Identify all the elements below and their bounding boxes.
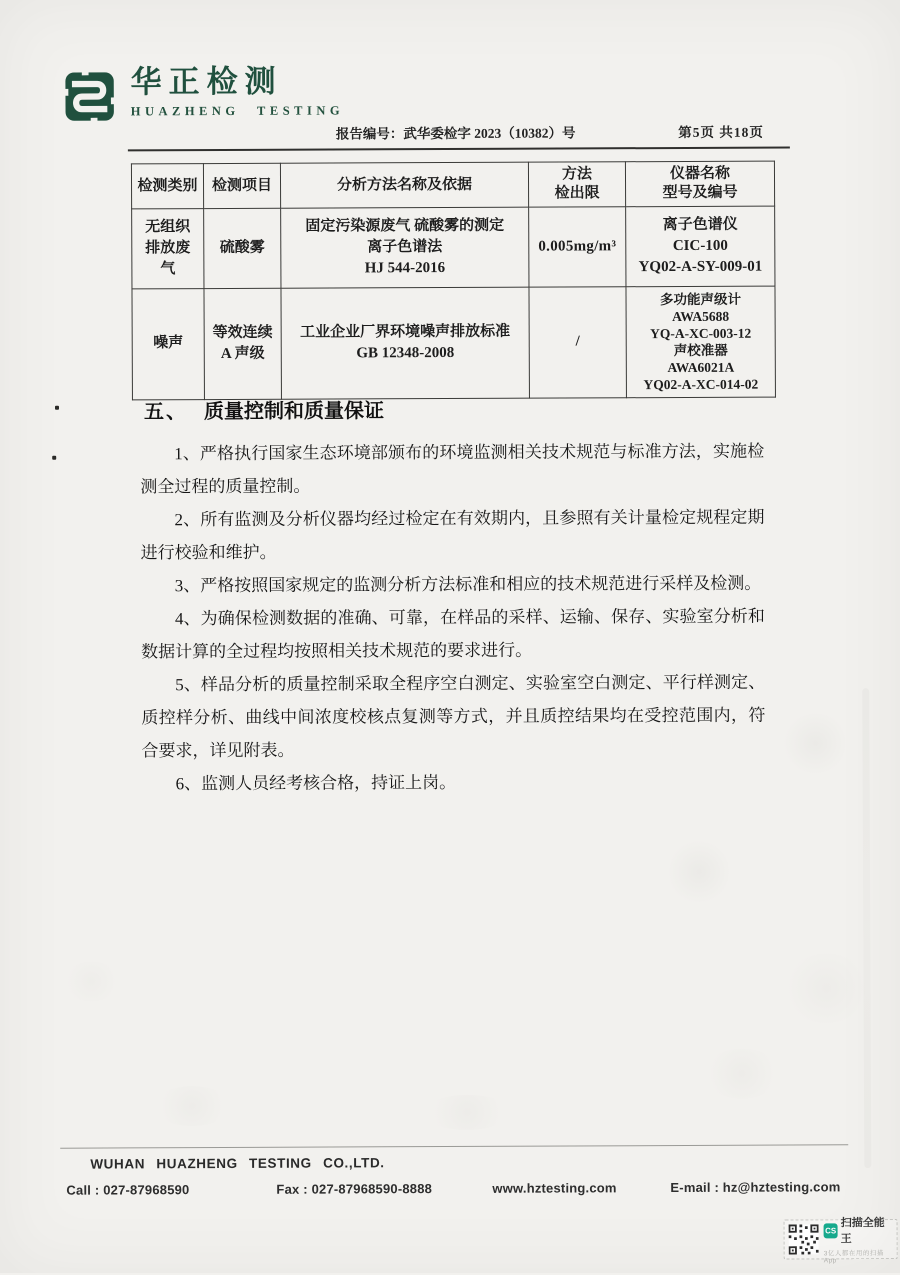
- cell-limit: /: [529, 287, 626, 398]
- scan-smudge: [781, 953, 871, 1023]
- footer-company-name: WUHAN HUAZHENG TESTING CO.,LTD.: [90, 1155, 385, 1172]
- report-number: 报告编号：武华委检字 2023（10382）号: [335, 125, 576, 142]
- paragraph-2: 2、所有监测及分析仪器均经过检定在有效期内，且参照有关计量检定规程定期进行校验和维护。: [140, 507, 765, 563]
- paragraph-1: 1、严格执行国家生态环境部颁布的环境监测相关技术规范与标准方法，实施检测全过程的质量控制。: [140, 441, 765, 497]
- paragraph-3: 3、严格按照国家规定的监测分析方法标准和相应的技术规范进行采样及检测。: [174, 573, 762, 596]
- logo-name-cn: 华正检测: [130, 63, 283, 100]
- cell-method: 工业企业厂界环境噪声排放标准 GB 12348-2008: [281, 287, 529, 399]
- analysis-method-table: [131, 161, 776, 401]
- scan-smudge: [61, 961, 121, 1001]
- scan-smudge: [780, 713, 850, 773]
- footer-phone: Call : 027-87968590: [66, 1182, 190, 1198]
- watermark-title: 扫描全能王: [840, 1217, 885, 1246]
- section-quality-control: [140, 393, 766, 801]
- table-row: [132, 286, 775, 400]
- page-footer: [60, 1144, 848, 1208]
- paragraph-5: 5、样品分析的质量控制采取全程序空白测定、实验室空白测定、平行样测定、质控样分析、曲线中间浓度校核点复测等方式，并且质控结果均在受控范围内，符合要求，详见附表。: [141, 672, 766, 761]
- scan-smudge: [422, 1095, 512, 1130]
- table-row: [132, 206, 775, 289]
- footer-fax: Fax : 027-87968590-8888: [276, 1181, 433, 1197]
- col-header-item: 检测项目: [203, 163, 280, 208]
- cell-instrument: 多功能声级计 AWA5688 YQ-A-XC-003-12 声校准器 AWA6021A YQ02-A-XC-014-02: [626, 286, 775, 398]
- section-title-text: 质量控制和质量保证: [203, 400, 385, 424]
- col-header-category: 检测类别: [131, 164, 203, 209]
- scan-smudge: [702, 1049, 782, 1099]
- watermark-subtitle: 3亿人都在用的扫描App: [823, 1250, 884, 1265]
- section-number: 五、: [143, 401, 189, 424]
- camscanner-watermark: [784, 1217, 898, 1265]
- scan-speck: [55, 406, 59, 410]
- scan-smudge: [152, 1086, 232, 1126]
- camscanner-cs-icon: CS: [824, 1223, 838, 1238]
- paragraph-4: 4、为确保检测数据的准确、可靠，在样品的采样、运输、保存、实验室分析和数据计算的全过程均按照相关技术规范的要求进行。: [141, 606, 765, 662]
- cell-instrument: 离子色谱仪 CIC-100 YQ02-A-SY-009-01: [626, 206, 775, 287]
- scan-edge-streak: [862, 688, 871, 1168]
- logo-name-en: HUAZHENG TESTING: [130, 103, 345, 119]
- col-header-limit: 方法 检出限: [528, 162, 625, 207]
- logo-text: [130, 62, 344, 119]
- cell-item: 等效连续 A 声级: [204, 288, 281, 399]
- page-number: 第5页 共18页: [678, 124, 764, 140]
- section-title: [144, 393, 764, 425]
- qr-code-icon: [789, 1224, 819, 1254]
- cell-method: 固定污染源废气 硫酸雾的测定 离子色谱法 HJ 544-2016: [281, 207, 529, 288]
- huazheng-logo-icon: [61, 67, 119, 125]
- paragraph-6: 6、监测人员经考核合格，持证上岗。: [175, 772, 457, 794]
- footer-email: E-mail : hz@hztesting.com: [670, 1179, 841, 1196]
- company-logo: [60, 62, 344, 125]
- cell-category: 无组织 排放废 气: [132, 209, 204, 289]
- col-header-instrument: 仪器名称 型号及编号: [625, 161, 774, 207]
- footer-website: www.hztesting.com: [492, 1180, 617, 1196]
- report-meta-line: [128, 121, 790, 152]
- watermark-text: [824, 1214, 893, 1264]
- col-header-method: 分析方法名称及依据: [280, 162, 528, 208]
- cell-limit: 0.005mg/m³: [529, 207, 626, 287]
- cell-category: 噪声: [132, 289, 204, 400]
- table-header-row: [131, 161, 774, 209]
- cell-item: 硫酸雾: [204, 208, 281, 288]
- section-body: [140, 435, 766, 801]
- scan-smudge: [669, 837, 729, 907]
- scan-speck: [52, 456, 56, 460]
